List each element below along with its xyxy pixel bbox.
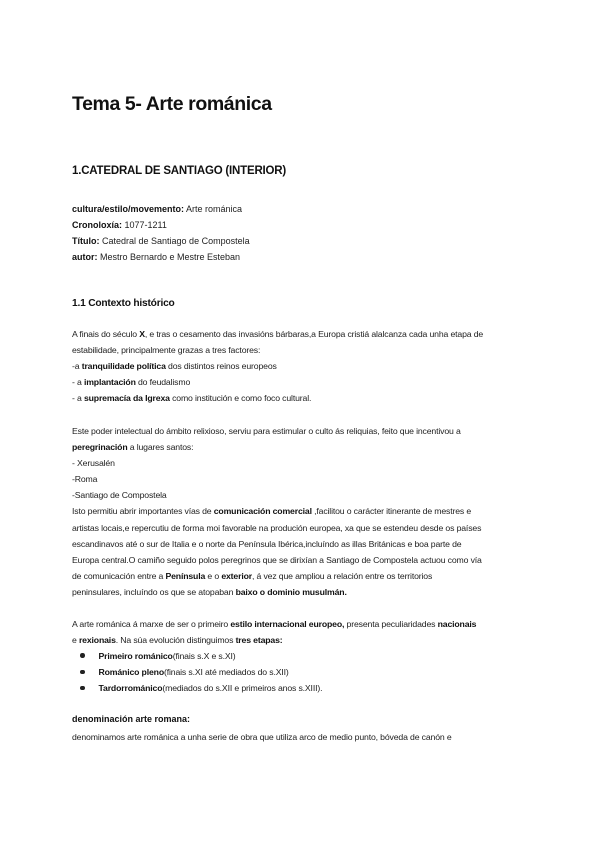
meta-cultura: cultura/estilo/movemento: Arte románica bbox=[72, 204, 243, 214]
paragraph-denominacion: denominamos arte románica a unha serie de obra que utiliza arco de medio punto, bóveda de canón e bbox=[72, 732, 452, 742]
document-title: Tema 5- Arte románica bbox=[72, 93, 272, 115]
bullet-icon bbox=[80, 653, 85, 658]
list-item: Románico pleno(finais s.XI até mediados do s.XII) bbox=[80, 664, 322, 680]
meta-titulo: Título: Catedral de Santiago de Compostela bbox=[72, 236, 250, 246]
section-heading-contexto: 1.1 Contexto histórico bbox=[72, 298, 175, 309]
meta-autor: autor: Mestro Bernardo e Mestre Esteban bbox=[72, 252, 241, 262]
bullet-icon bbox=[80, 686, 85, 691]
list-item: Tardorrománico(mediados do s.XII e primeiros anos s.XIII). bbox=[80, 680, 322, 696]
section-heading-denominacion: denominación arte romana: bbox=[72, 714, 191, 724]
etapas-list bbox=[80, 648, 322, 696]
paragraph-peregrinacion: Este poder intelectual do ámbito relixioso, serviu para estimular o culto ás reliquias, feito que incentivou a peregrinación a lugares santos: - Xerusalén -Roma -Santiago de Compostela Isto permitiu abrir importantes vías de comunicación comercial ,facilitou o carácter itinerante de mestres e artistas locais,e repercutiu de forma moi favorable na produción europea, xa que se estendeu desde os países escandinavos até o sur de Italia e o norte da Península Ibérica,incluíndo as illas Británicas e boa parte de Europa central.O camiño seguido polos peregrinos que se dirixían a Santiago de Compostela actuou como vía de comunicación entre a Península e o exterior, á vez que ampliou a relación entre os territorios peninsulares, incluíndo os que se atopaban baixo o dominio musulmán. bbox=[72, 426, 482, 597]
artwork-metadata bbox=[72, 201, 250, 265]
list-item: Primeiro románico(finais s.X e s.XI) bbox=[80, 648, 322, 664]
paragraph-etapas: A arte románica á marxe de ser o primeiro estilo internacional europeo, presenta peculiaridades nacionais e rexionais. Na súa evolución distinguimos tres etapas: bbox=[72, 619, 477, 646]
section-heading-catedral: 1.CATEDRAL DE SANTIAGO (INTERIOR) bbox=[72, 165, 287, 177]
meta-cronoloxia: Cronoloxía: 1077-1211 bbox=[72, 220, 167, 230]
paragraph-factores: A finais do século X, e tras o cesamento das invasións bárbaras,a Europa cristiá alalcanza cada unha etapa de estabilidade, principalmente grazas a tres factores: -a tranquilidade política dos distintos reinos europeos - a implantación do feudalismo - a supremacía da Igrexa como institución e como foco cultural. bbox=[72, 329, 484, 404]
bullet-icon bbox=[80, 670, 85, 675]
